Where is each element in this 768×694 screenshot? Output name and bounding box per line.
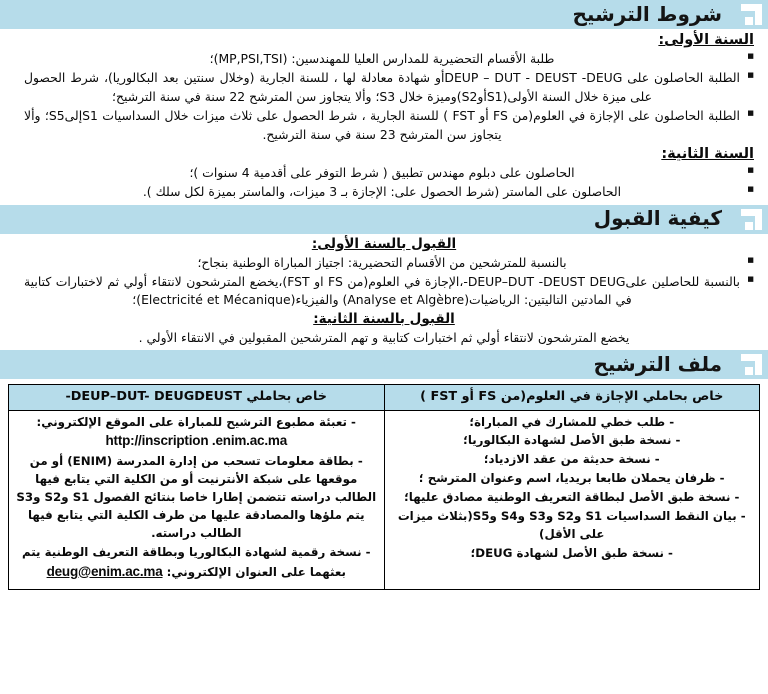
section-header-conditions [0, 0, 768, 29]
subheading-admission-second-year: القبول بالسنة الثانية: [313, 310, 455, 327]
column-header-deug: خاص بحاملي DEUP–DUT- DEUGDEUST- [9, 385, 385, 410]
subheading-admission-first-year: القبول بالسنة الأولى: [311, 235, 457, 252]
admission-body [0, 234, 768, 350]
list-item: - نسخة طبق الأصل لشهادة DEUG؛ [470, 546, 673, 560]
list-item: - بيان النقط السداسيات S1 وS2 وS3 وS4 وS5(بثلاث ميزات على الأقل) [397, 509, 746, 542]
section-title-conditions: شروط الترشيح [572, 1, 722, 26]
list-item: ■ طلبة الأقسام التحضيرية للمدارس العليا للمهندسين: (MP,PSI,TSI)؛ [10, 50, 758, 68]
list-item: - نسخة حديثة من عقد الازدياد؛ [483, 452, 660, 467]
list-item: ■ الطلبة الحاصلون على DEUP – DUT - DEUST -DEUGأو شهادة معادلة لها ، للسنة الجارية (وخلال سنتين بعد البكالوريا)، شرط الحصول على ميزة خلال السنة الأولى(S1أوS2)وميزة خلال S3؛ وألا يتجاوز سن المترشح 22 سنة في سنة الترشيح؛ [10, 69, 758, 106]
corner-bracket-logo-icon [741, 354, 762, 375]
cell-deug-documents [9, 410, 385, 589]
first-year-requirements-list [10, 50, 758, 144]
application-file-table [8, 384, 760, 590]
corner-bracket-logo-icon [741, 4, 762, 25]
list-item: - بطاقة معلومات تسحب من إدارة المدرسة (ENIM) أو من موقعها على شبكة الأنترنيت أو من الكلية التي يتابع فيها الطالب دراسته تتضمن إطارا خاصا بنتائج الفصول S1 وS2 وS3 يتم ملؤها والمصادقة عليها من طرف الكلية التي يتابع فيها الطالب دراسته. [16, 453, 377, 540]
table-header-row [9, 385, 760, 410]
section-header-admission [0, 205, 768, 234]
inscription-website-link[interactable]: http://inscription .enim.ac.ma [105, 433, 288, 449]
list-item: ■ الطلبة الحاصلون على الإجازة في العلوم(من FS أو FST ) للسنة الجارية ، شرط الحصول على ثلاث ميزات خلال السداسيات S1إلىS5؛ وألا يتجاوز سن المترشح 23 سنة في سنة الترشيح. [10, 107, 758, 144]
section-title-application-file: ملف الترشيح [593, 351, 722, 376]
list-item: - ظرفان يحملان طابعا بريديا، اسم وعنوان المترشح ؛ [418, 471, 725, 486]
list-item-text: - تعبئة مطبوع الترشيح للمباراة على الموقع الإلكتروني: [36, 414, 356, 429]
section-header-application-file [0, 350, 768, 379]
corner-bracket-logo-icon [741, 209, 762, 230]
cell-licence-documents [384, 410, 760, 589]
table-row [9, 410, 760, 589]
column-header-licence: خاص بحاملي الإجازة في العلوم(من FS أو FST ) [384, 385, 760, 410]
admission-second-year-text: يخضع المترشحون لانتقاء أولي ثم اختبارات كتابية و تهم المترشحين المقبولين في الانتقاء الأولي . [138, 329, 630, 345]
list-item: - نسخة طبق الأصل لشهادة البكالوريا؛ [463, 433, 681, 448]
list-item: ■ بالنسبة للمترشحين من الأقسام التحضيرية: اجتياز المباراة الوطنية بنجاح؛ [10, 254, 758, 272]
deug-email-link[interactable]: deug@enim.ac.ma [46, 563, 163, 579]
application-file-table-wrapper [0, 379, 768, 590]
list-item [16, 414, 377, 452]
list-item: - طلب خطي للمشارك في المباراة؛ [469, 414, 675, 429]
subheading-first-year: السنة الأولى: [658, 32, 754, 48]
list-item: ■ الحاصلون على دبلوم مهندس تطبيق ( شرط التوفر على أقدمية 4 سنوات )؛ [10, 164, 758, 182]
section-title-admission: كيفية القبول [593, 206, 722, 231]
list-item: ■ بالنسبة للحاصلين علىDEUP–DUT -DEUST DEUG-،الإجازة في العلوم(من FS او FST)،يخضع المترشحون لانتقاء أولي ثم لاختبارات كتابية في المادتين التاليتين: الرياضيات(Analyse et Algèbre) والفيزياء(Electricité et Mécanique)؛ [10, 273, 758, 310]
list-item: - نسخة طبق الأصل لبطاقة التعريف الوطنية مصادق عليها؛ [404, 490, 740, 505]
conditions-body [0, 29, 768, 205]
list-item: ■ الحاصلون على الماستر (شرط الحصول على: الإجازة بـ 3 ميزات، والماستر بميزة لكل سلك ). [10, 183, 758, 201]
list-item-text: - نسخة رقمية لشهادة البكالوريا وبطاقة التعريف الوطنية يتم بعثهما على العنوان الإلكتروني: [21, 544, 371, 579]
admission-first-year-list [10, 254, 758, 310]
second-year-requirements-list [10, 164, 758, 202]
subheading-second-year: السنة الثانية: [661, 145, 754, 162]
list-item [16, 544, 377, 582]
